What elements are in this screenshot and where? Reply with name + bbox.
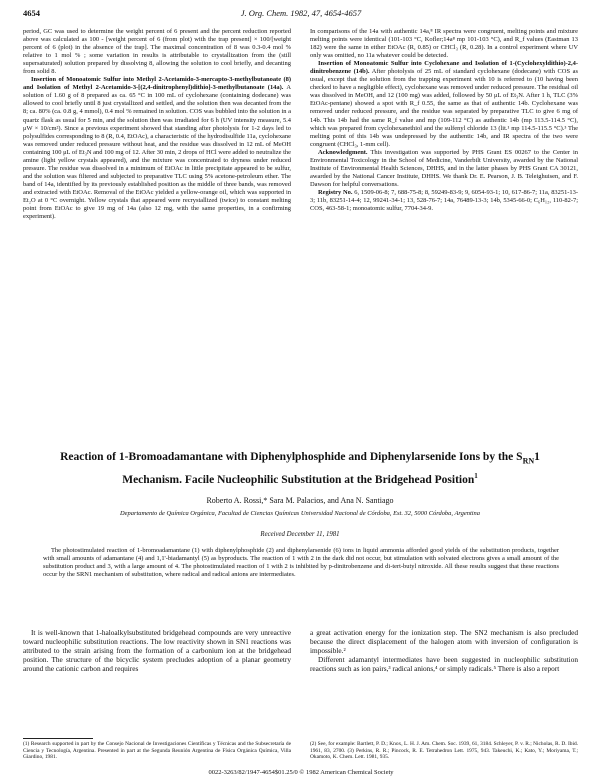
body-left — [23, 628, 291, 734]
footnotes-left: (1) Research supported in part by the Consejo Nacional de Investigaciones Científicas y Técnicas and the Subsecretaría de Ciencia y Tecnología, Argentina. Presented in part at the Segunda Reunión Argentina de Física Orgánica Química, Villa Giardino, 1981. — [23, 741, 291, 760]
section-heading: Insertion of Monoatomic Sulfur into Cyclohexane and Isolation of 1-(Cyclohexyldithio)-2,4-dinitrobenzene (14b). — [310, 60, 578, 76]
page-footer: 0022-3263/82/1947-4654$01.25/0 © 1982 American Chemical Society — [208, 769, 394, 776]
paragraph-text: A solution of 1.60 g of 8 prepared as ca. 65 °C in 100 mL of cyclohexane (containing dodecane) was allowed to cool briefly until 8 just crystallized and settled, and the solution then was decanted from the 8; ca. 80% (ca. 0.8 g, 4 mmol), 0.4 mol % remained in solution. COS was bubbled into the solution in a quartz flask as usual for 5 min, and the solution then was irradiated for 6 h (UV intensity measure, 5.4 μW × 10/cm²). Since a previous experiment showed that standing after photolysis for 1-2 days led to polysulfides corresponding to 8 (R, 0.4, EtOAc), a characteristic of the hydrodisulfide 11a, cyclohexane was removed under reduced pressure without heat, and the residue was dissolved in 12 mL of MeOH containing 100 μL of Et₃N and 100 mg of 12. After 30 min, 2 drops of HCl were added to neutralize the amine (light yellow crystals appeared), and the mixture was concentrated to dryness under reduced pressure. The residue was dissolved in a minimum of EtOAc in little precipitate appeared to be sulfur, and the solution was filtered and subjected to preparative TLC using 5% acetone-petroleum ether. The band of 14a, identified by its previously established position as the middle of three bands, was removed and extracted with EtOAc. Removal of the EtOAc yielded a yellow-orange oil, which was supported in Et₂O at 0 °C overnight. Yellow crystals that appeared were recrystallized (twice) to constant melting point from EtOAc to give 19 mg of 14a (also 12 mg, with the same properties, in a confirming experiment). — [23, 84, 291, 221]
body-paragraph: Different adamantyl intermediates have been suggested in nucleophilic substitution reactions such as ion pairs,³ radical anions,⁴ or simply radicals.⁵ There is also a report — [310, 655, 578, 674]
registry — [310, 189, 578, 213]
paragraph — [23, 76, 291, 221]
registry-heading: Registry No. — [318, 188, 353, 196]
body-paragraph: a great activation energy for the ionization step. The SN2 mechanism is also precluded because the direct displacement of the halogen atom with inversion of configuration is impossible.² — [310, 628, 578, 656]
acknowledgment-heading: Acknowledgment. — [318, 148, 368, 156]
page-number: 4654 — [23, 8, 40, 18]
abstract: The photostimulated reaction of 1-bromoadamantane (1) with diphenylphosphide (2) and diphenylarsenide (6) ions in liquid ammonia afforded good yields of the substitution products, together with small amounts of adamantane (4) and 1,1'-biadamantyl (5) as byproducts. The reaction of 1 with 2 in the dark did not occur, but stimulation with solvated electrons gives a small amount of the substitution product and 3, with a large amount of 4. The photostimulated reaction of 1 with 2 is inhibited by p-dinitrobenzene and di-tert-butyl nitroxide. All these results suggest that these reactions occur by the SRN1 mechanism of substitution, where radical and radical anions are intermediates. — [43, 547, 559, 579]
body-right — [310, 628, 578, 734]
footnotes-right: (2) See, for example: Bartlett, P. D.; Knox, L. H. J. Am. Chem. Soc. 1939, 61, 3184. Schleyer, P. v. R.; Nicholas, R. D. Ibid. 1961, 83, 2700. (3) Perkins, R. R.; Pincock, R. E. Tetrahedron Lett. 1975, 943. Takeuchi, K.; Kato, Y.; Moriyama, T.; Okamoto, K. Chem. Lett. 1981, 935. — [310, 741, 578, 760]
affiliation: Departamento de Química Orgánica, Facultad de Ciencias Químicas Universidad Nacional de Córdoba, Est. 32, 5000 Córdoba, Argentina — [120, 510, 480, 517]
acknowledgment — [310, 149, 578, 189]
page-header — [23, 8, 579, 20]
journal-citation: J. Org. Chem. 1982, 47, 4654-4657 — [240, 8, 362, 18]
acknowledgment-text: This investigation was supported by PHS Grant ES 00267 to the Center in Environmental Toxicology in the School of Medicine, Vanderbilt University, awarded by the National Institute of Environmental Health Sciences, DHHS, and in the latter phases by PHS Grant CA 30121, awarded by the National Cancer Institute, DHHS. We thank Dr. E. Pearson, J. B. Teleighuisen, and F. Dawson for helpful conversations. — [310, 148, 578, 188]
paragraph — [310, 60, 578, 149]
paragraph: period, GC was used to determine the weight percent of 6 present and the percent reduction reported above was calculated as 100 - [weight percent of 6 (from plot) with the trap present] × 100/[weight percent of 6 (plot) in the absence of the trap]. The maximal concentration of 8 was 0.3-0.4 mol % relative to 1 mol % ; some variation in results is attributable to crystallization from the (still supersaturated) solution prepared by dissolving 8, allowing the solution to cool briefly, and decanting from solid 8. — [23, 28, 291, 76]
footnote-rule — [23, 738, 93, 739]
registry-text: 6, 1509-06-8; 7, 688-75-8; 8, 59249-83-9; 9, 6054-93-1; 10, 617-86-7; 11a, 83251-13-3; 11b, 83251-14-4; 12, 99241-34-1; 13, 528-76-7; 14a, 76489-13-3; 14b, 5345-66-0; C₆H₁₂, 110-82-7; COS, 463-58-1; monoatomic sulfur, 7704-34-9. — [310, 188, 578, 213]
section-heading: Insertion of Monoatomic Sulfur into Methyl 2-Acetamido-3-mercapto-3-methylbutanoate (8) and Isolation of Methyl 2-Acetamido-3-[(2,4-dinitrophenyl)dithio]-3-methylbutanoate (14a). — [23, 76, 291, 92]
paragraph: In comparisons of the 14a with authentic 14a,⁸ IR spectra were congruent, melting points and mixture melting points were identical (101-103 °C, Kofler;14a⁸ mp 101-103 °C), and R_f values (Eastman 13 182) were the same in either EtOAc (R, 0.85) or CHCl₃ (R, 0.28). In a control experiment where UV only was omitted, no 11a whatever could be detected. — [310, 28, 578, 60]
paragraph-text: After photolysis of 25 mL of standard cyclohexane (dodecane) with COS as usual, except that the solution from the trapping experiment with 10 is referred to (10 having been checked to have a negligible effect), cyclohexane was removed under reduced pressure. The residual oil was dissolved in MeOH, and 12 (100 mg) was added, followed by 50 μL of Et₃N. After 1 h, TLC (3% EtOAc-pentane) showed a spot with R_f 0.55, the same as that of authentic 14b. Cyclohexane was removed under reduced pressure, and the residue was separated by preparative TLC to give 6 mg of 14b. This 14b had the same R_f value and mp (109-112 °C) as authentic 14b (mp 113.5-114.5 °C), which was prepared from cyclohexanethiol and the sulfenyl chloride 13 (lit.¹ mp 114.5-115.5 °C).³ The melting point of this 14b was undepressed by the authentic 14b, and IR spectra of the two were congruent (CHCl₃, 1-mm cell). — [310, 68, 578, 148]
body-paragraph: It is well-known that 1-haloalkylsubstituted bridgehead compounds are very unreactive toward nucleophilic substitution reactions. The low reactivity shown in SN1 reactions was attributed to the strain arising from the formation of a carbonium ion at the bridgehead position. The structure of the bicyclic system precludes adoption of a planar geometry around the cationic carbon and requires — [23, 628, 291, 674]
left-column — [23, 28, 291, 433]
authors: Roberto A. Rossi,* Sara M. Palacios, and Ana N. Santiago — [206, 496, 394, 505]
right-column — [310, 28, 578, 433]
received-date: Received December 11, 1981 — [260, 531, 340, 538]
article-title: Reaction of 1-Bromoadamantane with Diphenylphosphide and Diphenylarsenide Ions by the $S_{RN}1$ Mechanism. Facile Nucleophilic Substitution at the Bridgehead Position$^1$ — [60, 451, 540, 486]
